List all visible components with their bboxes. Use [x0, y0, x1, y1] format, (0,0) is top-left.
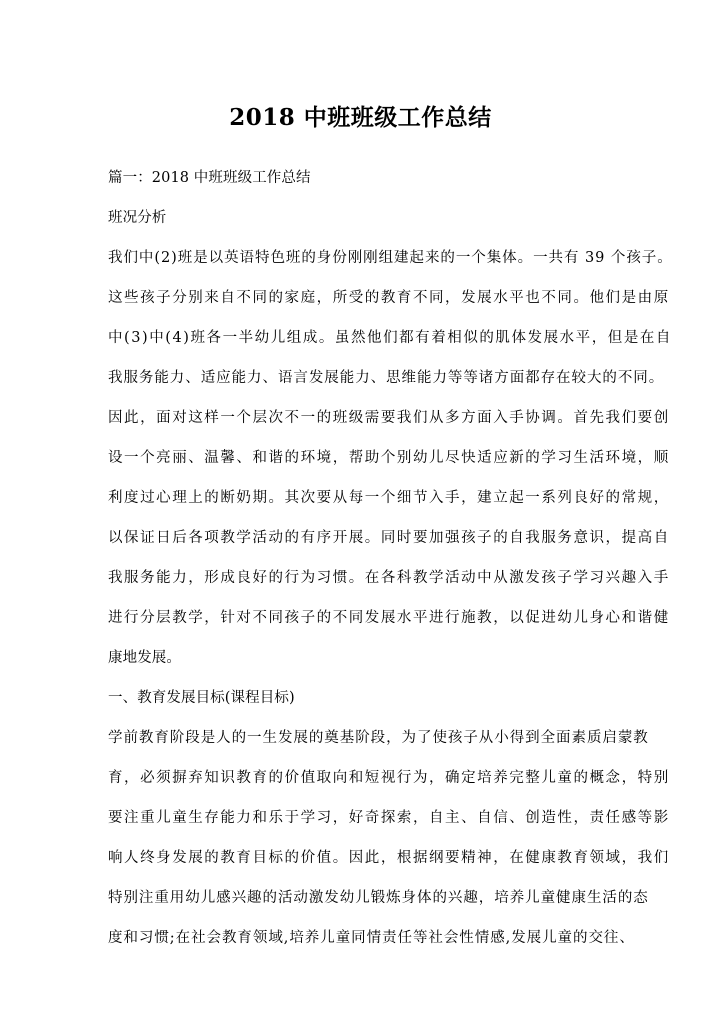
paragraph-line: 度和习惯;在社会教育领域,培养儿童同情责任等社会性情感,发展儿童的交往、: [108, 930, 635, 946]
paragraph-line: 因此，面对这样一个层次不一的班级需要我们从多方面入手协调。首先我们要创: [108, 410, 670, 426]
paragraph-line: 我服务能力，形成良好的行为习惯。在各科教学活动中从激发孩子学习兴趣入手: [108, 570, 670, 586]
paragraph-line: 特别注重用幼儿感兴趣的活动激发幼儿锻炼身体的兴趣，培养儿童健康生活的态: [108, 890, 649, 906]
paragraph-line: 要注重儿童生存能力和乐于学习，好奇探索，自主、自信、创造性，责任感等影: [108, 810, 670, 826]
paragraph-line: 利度过心理上的断奶期。其次要从每一个细节入手，建立起一系列良好的常规，: [108, 490, 670, 506]
paragraph-line: 篇一：2018 中班班级工作总结: [108, 170, 311, 186]
paragraph-line: 以保证日后各项教学活动的有序开展。同时要加强孩子的自我服务意识，提高自: [108, 530, 670, 546]
paragraph-line: 中(3)中(4)班各一半幼儿组成。虽然他们都有着相似的肌体发展水平，但是在自: [108, 330, 672, 346]
paragraph-line: 响人终身发展的教育目标的价值。因此，根据纲要精神，在健康教育领域，我们: [108, 850, 670, 866]
paragraph-line: 设一个亮丽、温馨、和谐的环境，帮助个别幼儿尽快适应新的学习生活环境，顺: [108, 450, 670, 466]
paragraph-line: 我服务能力、适应能力、语言发展能力、思维能力等等诸方面都存在较大的不同。: [108, 370, 665, 386]
paragraph-line: 这些孩子分别来自不同的家庭，所受的教育不同，发展水平也不同。他们是由原: [108, 290, 670, 306]
page-title: 2018 中班班级工作总结: [229, 104, 492, 132]
paragraph-line: 班况分析: [108, 210, 167, 226]
paragraph-line: 学前教育阶段是人的一生发展的奠基阶段，为了使孩子从小得到全面素质启蒙教: [108, 730, 649, 746]
section-heading: 一、教育发展目标(课程目标): [108, 690, 295, 706]
paragraph-line: 进行分层教学，针对不同孩子的不同发展水平进行施教，以促进幼儿身心和谐健: [108, 610, 670, 626]
paragraph-line: 育，必须摒弃知识教育的价值取向和短视行为，确定培养完整儿童的概念，特别: [108, 770, 670, 786]
paragraph-line: 我们中(2)班是以英语特色班的身份刚刚组建起来的一个集体。一共有 39 个孩子。: [108, 250, 673, 266]
paragraph-line: 康地发展。: [108, 650, 181, 666]
document-body: [108, 158, 673, 958]
